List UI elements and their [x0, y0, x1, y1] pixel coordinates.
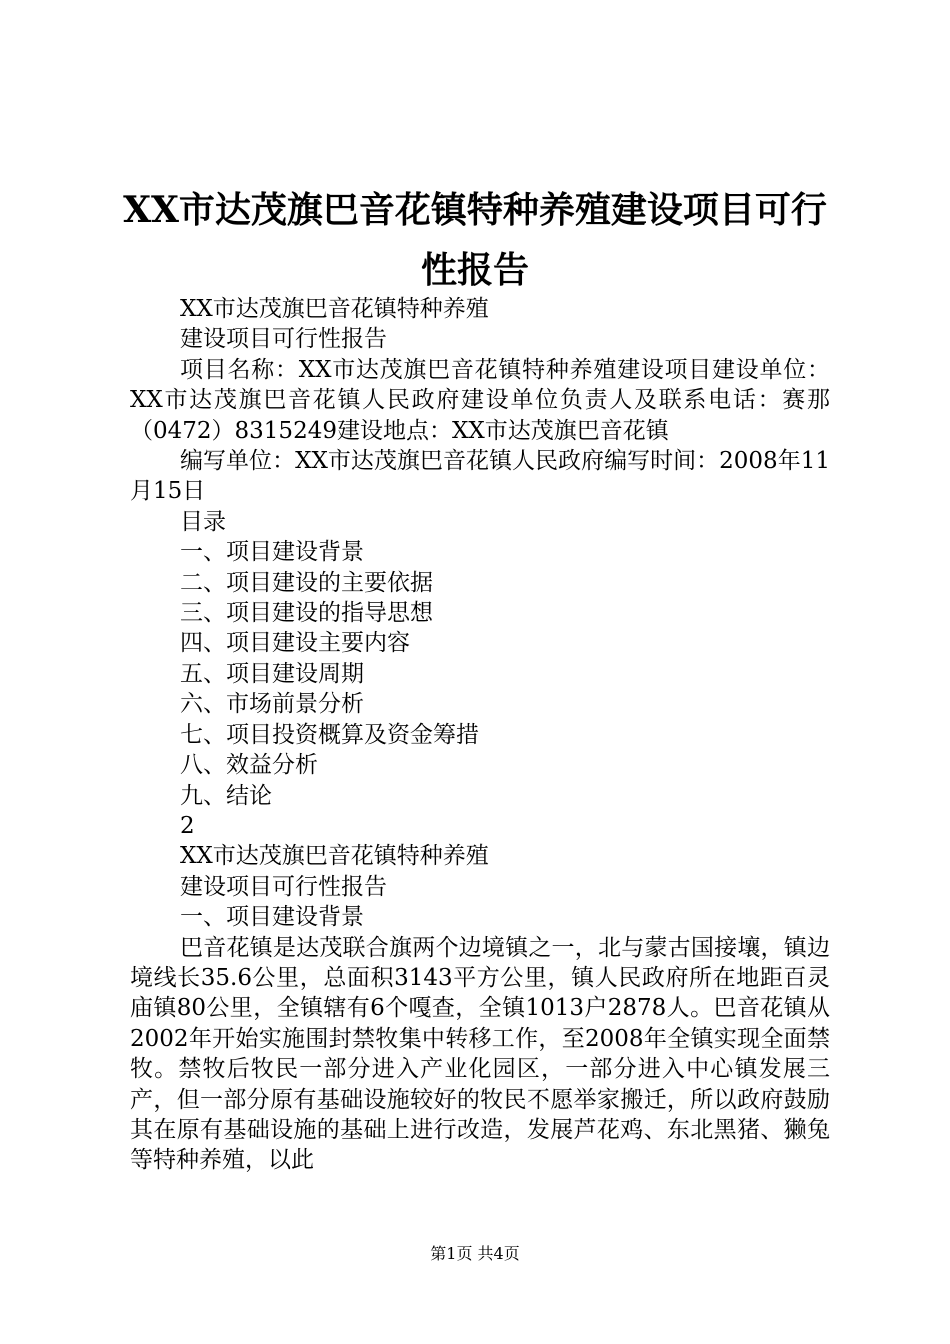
cover-line-2: 建设项目可行性报告 — [180, 326, 387, 353]
toc-item: 四、项目建设主要内容 — [180, 630, 410, 657]
toc-item: 九、结论 — [180, 782, 272, 809]
page-footer: 第1页 共4页 — [430, 1244, 520, 1263]
body-title-line-2: 建设项目可行性报告 — [180, 873, 387, 900]
project-info-paragraph: 项目名称：XX市达茂旗巴音花镇特种养殖建设项目建设单位：XX市达茂旗巴音花镇人民政府建设单位负责人及联系电话：赛那（0472）8315249建设地点：XX市达茂旗巴音花镇 — [130, 356, 830, 444]
toc-item: 七、项目投资概算及资金筹措 — [180, 721, 479, 748]
toc-item: 五、项目建设周期 — [180, 660, 364, 687]
toc-item: 六、市场前景分析 — [180, 691, 364, 718]
cover-line-1: XX市达茂旗巴音花镇特种养殖 — [180, 296, 489, 322]
page-marker: 2 — [180, 812, 195, 839]
author-info-paragraph: 编写单位：XX市达茂旗巴音花镇人民政府编写时间：2008年11月15日 — [130, 448, 830, 505]
toc-item: 三、项目建设的指导思想 — [180, 600, 433, 627]
section-heading: 一、项目建设背景 — [180, 904, 364, 931]
document-content — [130, 294, 830, 1176]
body-title-line-1: XX市达茂旗巴音花镇特种养殖 — [180, 843, 489, 870]
toc-item: 二、项目建设的主要依据 — [180, 569, 433, 596]
document-title: XX市达茂旗巴音花镇特种养殖建设项目可行性报告 — [123, 189, 827, 291]
toc-heading: 目录 — [180, 508, 226, 535]
toc-item: 一、项目建设背景 — [180, 539, 364, 566]
toc-item: 八、效益分析 — [180, 752, 318, 779]
section-paragraph: 巴音花镇是达茂联合旗两个边境镇之一，北与蒙古国接壤，镇边境线长35.6公里，总面积3143平方公里，镇人民政府所在地距百灵庙镇80公里，全镇辖有6个嘎查，全镇1013户2878人。巴音花镇从2002年开始实施围封禁牧集中转移工作，至2008年全镇实现全面禁牧。禁牧后牧民一部分进入产业化园区，一部分进入中心镇发展三产，但一部分原有基础设施较好的牧民不愿举家搬迁，所以政府鼓励其在原有基础设施的基础上进行改造，发展芦花鸡、东北黑猪、獭兔等特种养殖，以此 — [130, 934, 830, 1174]
